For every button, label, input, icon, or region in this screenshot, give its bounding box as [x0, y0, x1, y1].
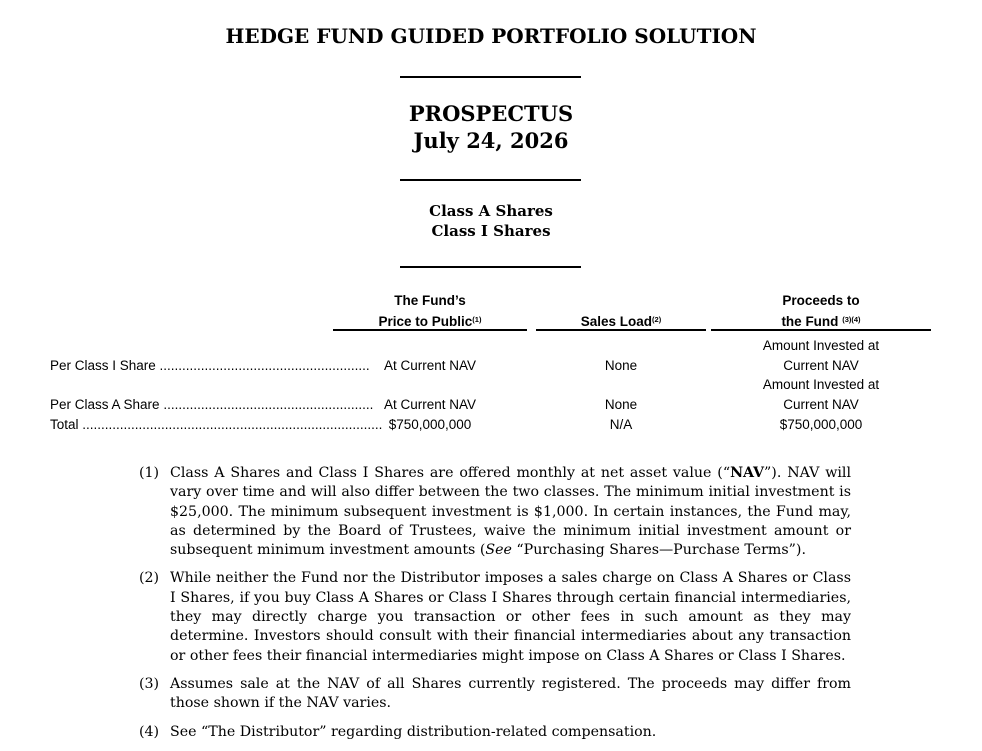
document-title: HEDGE FUND GUIDED PORTFOLIO SOLUTION [225, 24, 757, 48]
table-cell-proceeds-line2: Current NAV [783, 357, 859, 373]
column-underline [333, 329, 527, 331]
table-cell-load: None [604, 358, 638, 373]
column-header-price [333, 291, 527, 331]
table-cell-proceeds [711, 375, 931, 414]
footnote-ref: (3)(4) [842, 315, 861, 324]
share-class-a: Class A Shares [429, 202, 553, 220]
column-header-load [536, 310, 706, 331]
column-underline [711, 329, 931, 331]
table-row-label: Total ................................................................................ [50, 417, 383, 432]
divider-rule [400, 179, 581, 181]
column-header-load-label: Sales Load [580, 314, 653, 329]
column-header-proceeds-line1: Proceeds to [782, 293, 860, 308]
prospectus-heading [0, 100, 982, 154]
table-cell-proceeds [711, 336, 931, 375]
column-header-price-line2: Price to Public [378, 314, 473, 329]
table-cell-price: $750,000,000 [388, 417, 472, 432]
table-cell-price: At Current NAV [383, 397, 477, 412]
footnote-1: (1) Class A Shares and Class I Shares are offered monthly at net asset value (“NAV”). NAV will vary over time and will also differ between the two classes. The minimum initial investment is $25,000. The minimum subsequent investment is $1,000. In certain instances, the Fund may, as determined by the Board of Trustees, waive the minimum initial investment amount or subsequent minimum investment amounts (See “Purchasing Shares—Purchase Terms”). [139, 465, 851, 559]
table-cell-proceeds: $750,000,000 [779, 417, 863, 432]
table-cell-proceeds-line1: Amount Invested at [762, 377, 880, 392]
column-header-price-line1: The Fund’s [394, 293, 466, 308]
divider-rule [400, 76, 581, 78]
table-row-label: Per Class A Share ........................................................ [50, 397, 374, 412]
footnote-3 [139, 675, 851, 714]
column-header-proceeds [711, 291, 931, 331]
footnote-number: (3) [139, 675, 160, 692]
table-cell-price: At Current NAV [383, 358, 477, 373]
footnote-text: Assumes sale at the NAV of all Shares currently registered. The proceeds may differ from those shown if the NAV varies. [170, 675, 851, 712]
share-classes [0, 201, 982, 241]
footnote-ref: (1) [472, 315, 482, 324]
footnote-2 [139, 569, 851, 665]
footnote-text: While neither the Fund nor the Distributor imposes a sales charge on Class A Shares or Class I Shares, if you buy Class A Shares or Class I Shares through certain financial intermediaries, they may directly charge you transaction or other fees in such amount as they may determine. Investors should consult with their financial intermediaries about any transaction or other fees their financial intermediaries might impose on Class A Shares or Class I Shares. [170, 570, 851, 664]
column-header-proceeds-line2: the Fund [781, 314, 839, 329]
footnote-text: See “The Distributor” regarding distribution-related compensation. [170, 723, 657, 740]
footnote-number: (1) [139, 465, 160, 481]
table-cell-proceeds-line1: Amount Invested at [762, 338, 880, 353]
footnote-ref: (2) [652, 315, 662, 324]
table-cell-load: None [604, 397, 638, 412]
column-underline [536, 329, 706, 331]
footnote-number: (4) [139, 723, 160, 740]
divider-rule [400, 266, 581, 268]
table-cell-proceeds-line2: Current NAV [783, 396, 859, 412]
footnotes [139, 464, 851, 751]
footnote-number: (2) [139, 570, 160, 587]
prospectus-label: PROSPECTUS [408, 101, 574, 126]
prospectus-date: July 24, 2026 [413, 128, 569, 153]
table-cell-load: N/A [609, 417, 633, 432]
footnote-4 [139, 723, 851, 742]
share-class-i: Class I Shares [431, 222, 551, 240]
table-row-label: Per Class I Share ........................................................ [50, 358, 370, 373]
